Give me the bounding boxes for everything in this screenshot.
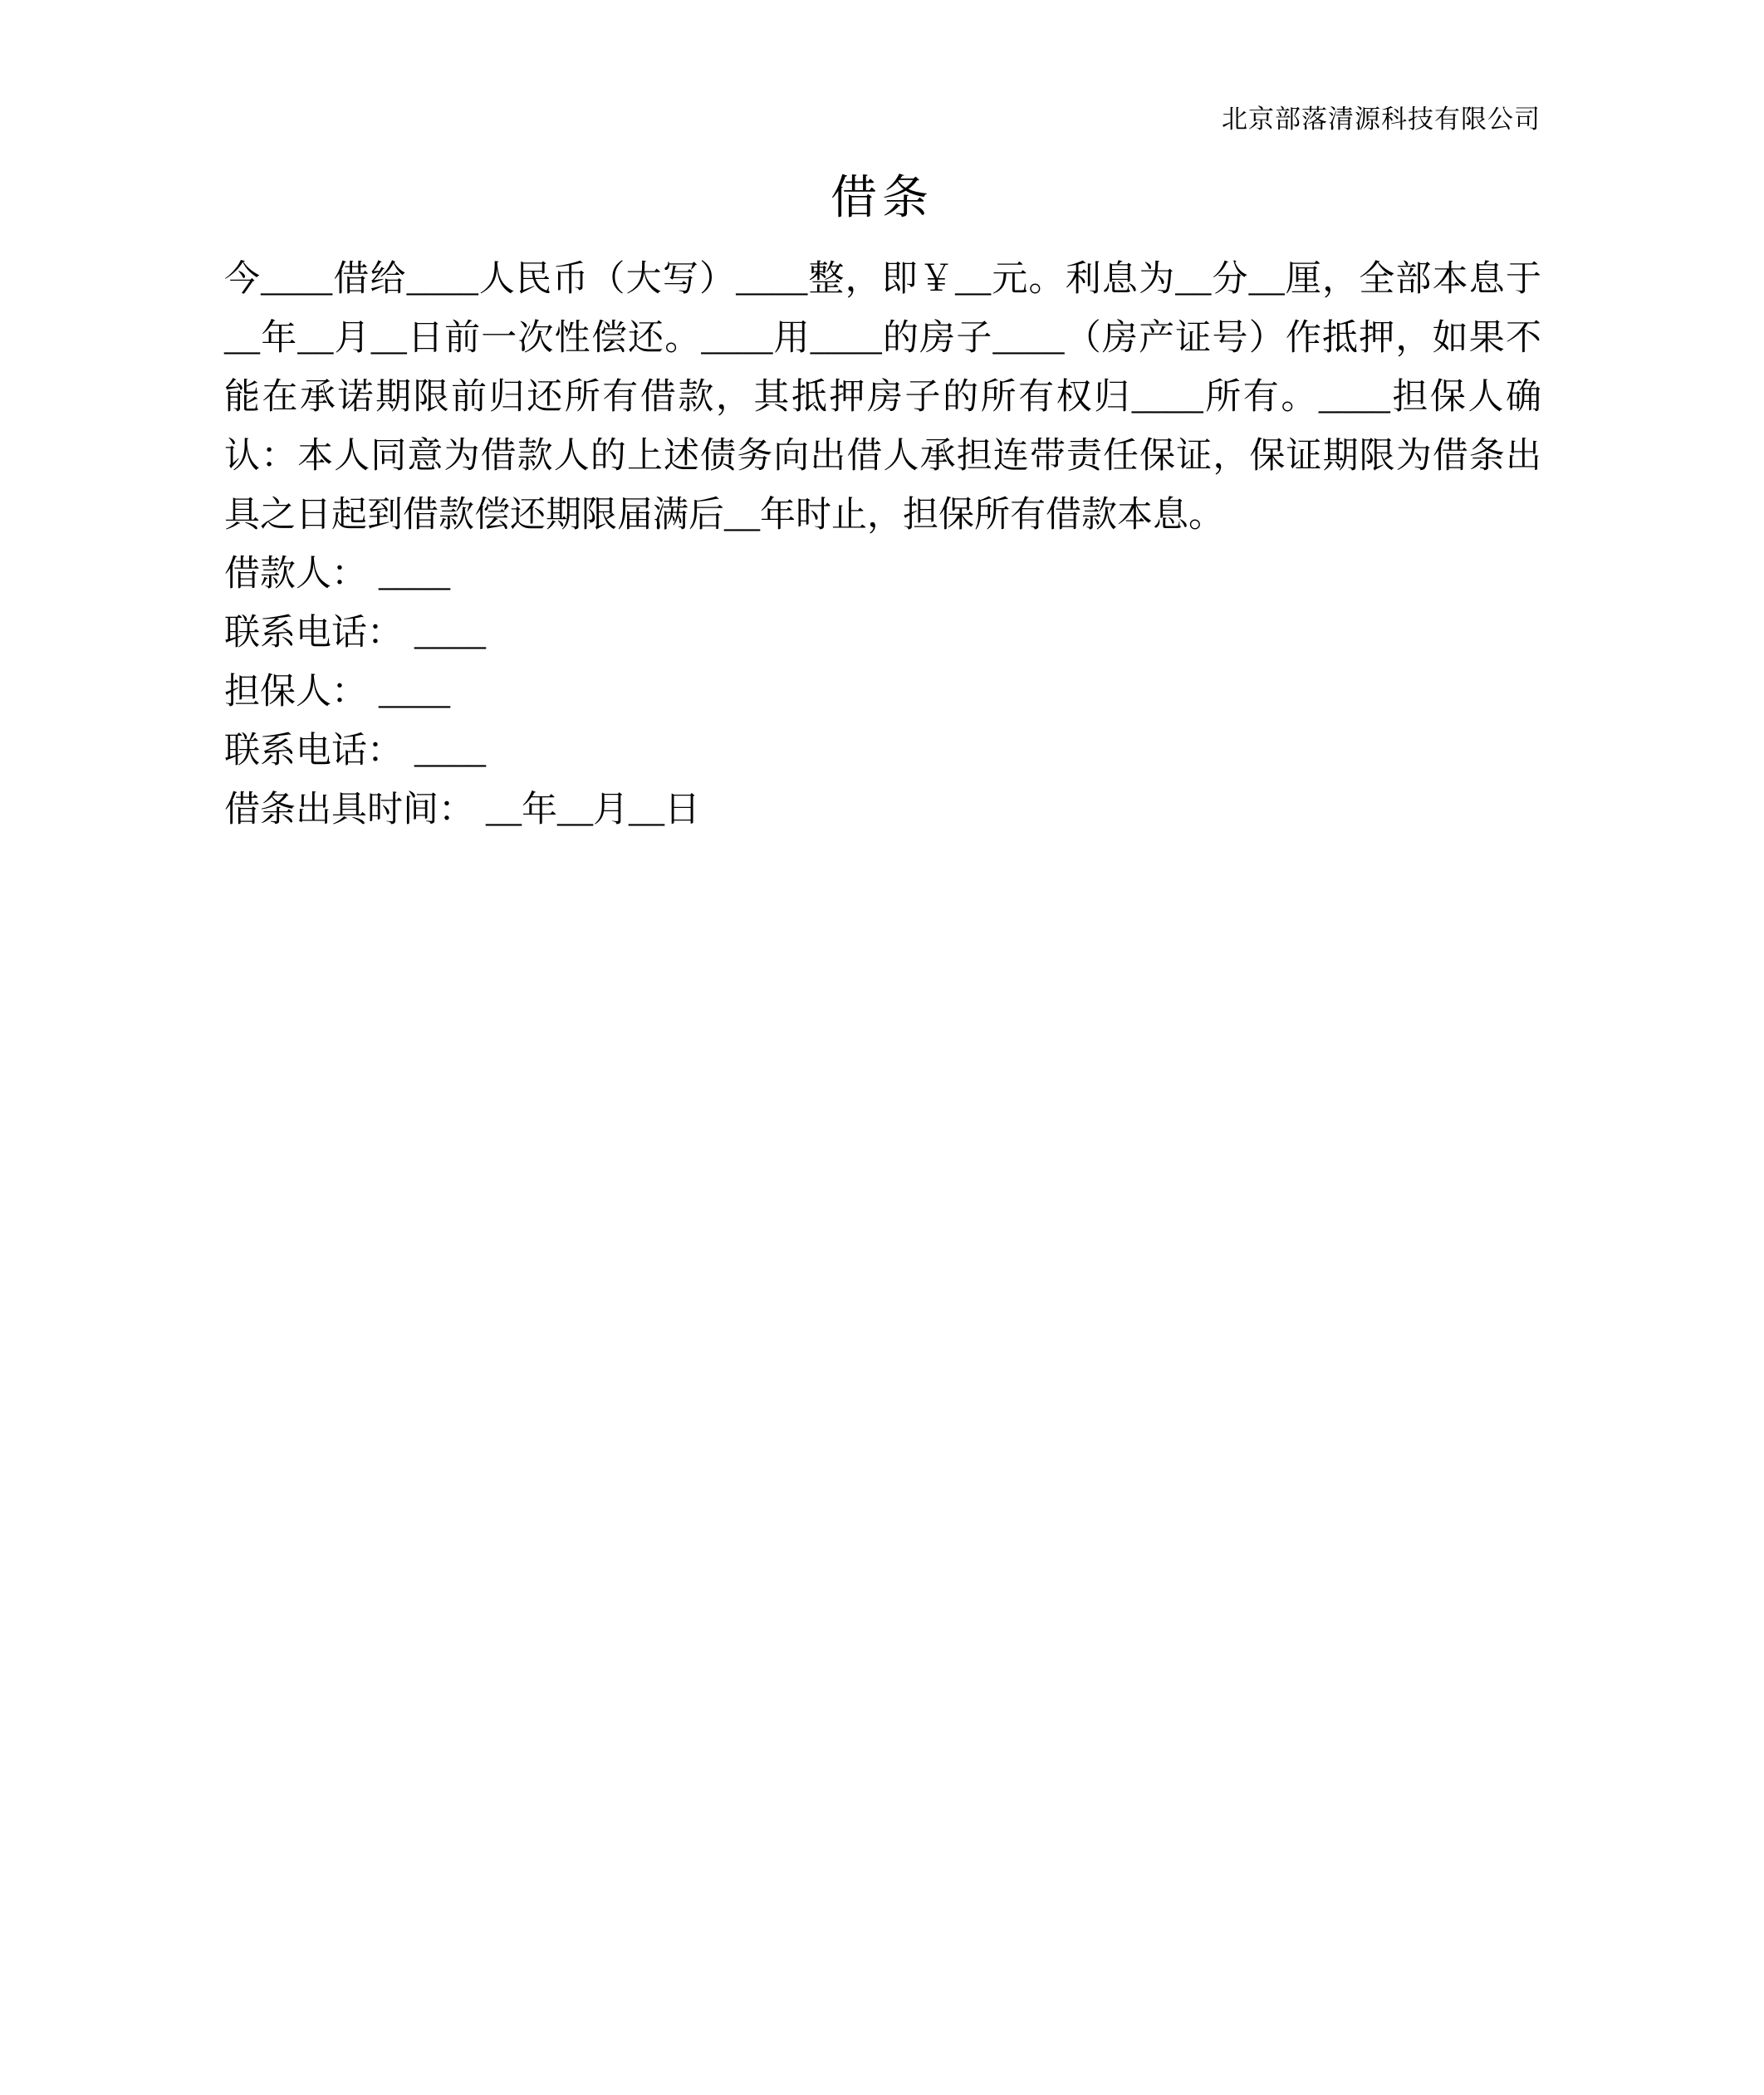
document-title: 借条 xyxy=(831,173,933,224)
borrower-name-blank: ____ xyxy=(379,555,450,594)
guarantor-name-label: 担保人： xyxy=(224,673,367,712)
guarantor-phone-blank: ____ xyxy=(414,732,486,771)
guarantor-name-line xyxy=(224,663,1541,722)
issue-date-label: 借条出具时间： xyxy=(224,791,474,830)
guarantor-phone-label: 联系电话： xyxy=(224,732,403,771)
borrower-name-label: 借款人： xyxy=(224,555,367,594)
borrower-phone-label: 联系电话： xyxy=(224,614,403,653)
company-name-header: 北京部落清源科技有限公司 xyxy=(1222,105,1541,134)
guarantor-phone-line xyxy=(224,722,1541,781)
issue-date-blank: __年__月__日 xyxy=(486,791,700,830)
borrower-name-line xyxy=(224,545,1541,604)
guarantor-name-blank: ____ xyxy=(379,673,450,712)
borrower-phone-blank: ____ xyxy=(414,614,486,653)
document-body xyxy=(224,250,1541,839)
borrower-phone-line xyxy=(224,604,1541,663)
issue-date-line xyxy=(224,781,1541,839)
loan-terms-paragraph: 今____借给____人民币（大写）____整，即￥__元。利息为__分__厘，全部本息于__年__月__日前一次性偿还。____用____的房子____（房产证号）作抵押，如果不能在承诺期限前归还所有借款，其抵押房子的所有权归____所有。____担保人确认：本人同意为借款人的上述债务向出借人承担连带责任保证，保证期限为借条出具之日起到借款偿还期限届满后__年时止，担保所有借款本息。 xyxy=(224,260,1541,535)
